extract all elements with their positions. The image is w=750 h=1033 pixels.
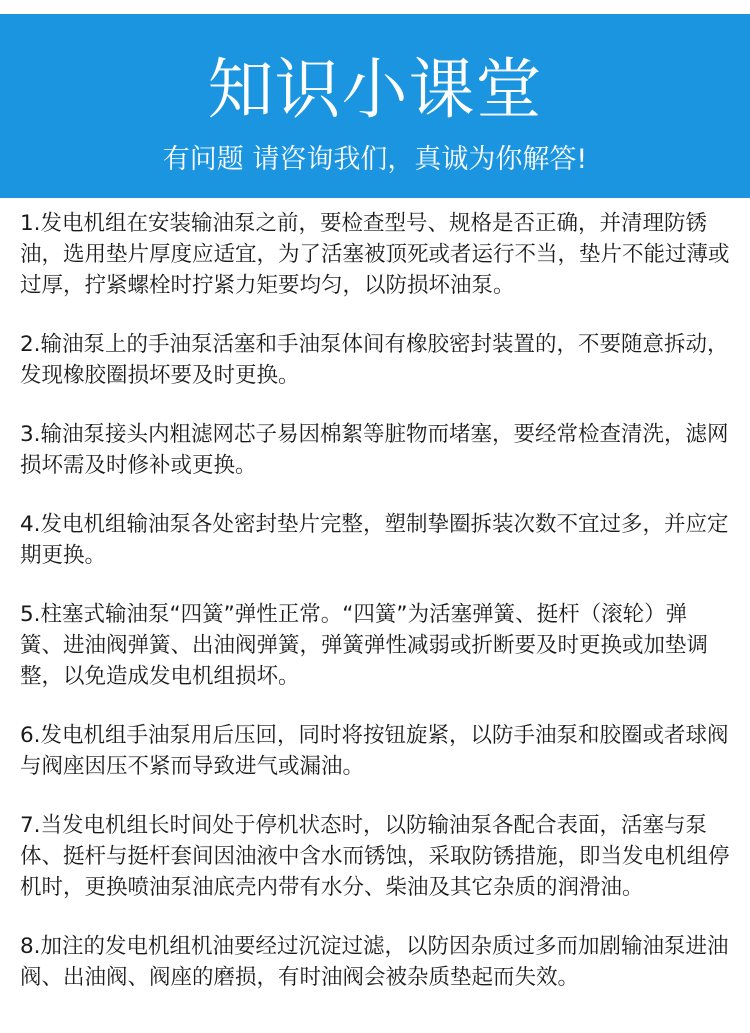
banner-title: 知识小课堂 (207, 51, 543, 128)
top-strip (0, 0, 750, 14)
tip-item-1: 1.发电机组在安装输油泵之前，要检查型号、规格是否正确，并清理防锈油，选用垫片厚度应适宜，为了活塞被顶死或者运行不当，垫片不能过薄或过厚，拧紧螺栓时拧紧力矩要均匀，以防损坏油泵。 (20, 211, 730, 298)
tips-list (0, 198, 750, 993)
tip-item-5: 5.柱塞式输油泵“四簧”弹性正常。“四簧”为活塞弹簧、挺杆（滚轮）弹簧、进油阀弹簧、出油阀弹簧，弹簧弹性减弱或折断要及时更换或加垫调整，以免造成发电机组损坏。 (20, 602, 709, 689)
header-banner (0, 14, 750, 198)
tip-item-7: 7.当发电机组长时间处于停机状态时，以防输油泵各配合表面，活塞与泵体、挺杆与挺杆套间因油液中含水而锈蚀，采取防锈措施，即当发电机组停机时，更换喷油泵油底壳内带有水分、柴油及其它杂质的润滑油。 (20, 813, 730, 900)
tip-item-8: 8.加注的发电机组机油要经过沉淀过滤，以防因杂质过多而加剧输油泵进油阀、出油阀、阀座的磨损，有时油阀会被杂质垫起而失效。 (20, 934, 729, 990)
tip-item-2: 2.输油泵上的手油泵活塞和手油泵体间有橡胶密封装置的，不要随意拆动，发现橡胶圈损坏要及时更换。 (20, 332, 729, 388)
tip-item-3: 3.输油泵接头内粗滤网芯子易因棉絮等脏物而堵塞，要经常检查清洗，滤网损坏需及时修补或更换。 (20, 422, 729, 478)
tip-item-6: 6.发电机组手油泵用后压回，同时将按钮旋紧，以防手油泵和胶圈或者球阀与阀座因压不紧而导致进气或漏油。 (20, 723, 729, 779)
tip-item-4: 4.发电机组输油泵各处密封垫片完整，塑制挚圈拆装次数不宜过多，并应定期更换。 (20, 512, 729, 568)
banner-subtitle: 有问题 请咨询我们，真诚为你解答! (162, 144, 588, 175)
